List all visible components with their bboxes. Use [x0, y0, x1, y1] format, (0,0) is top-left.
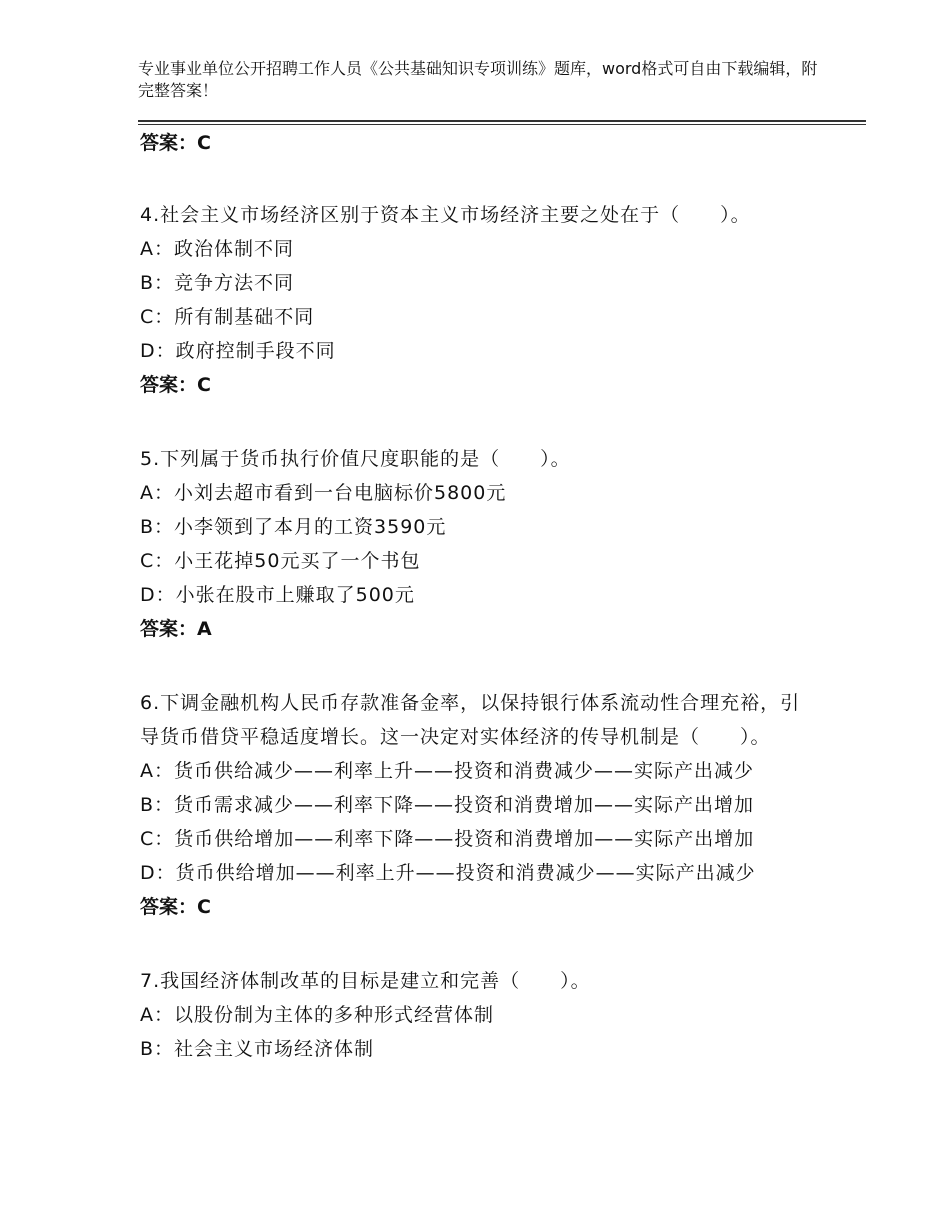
option-a: A：货币供给减少——利率上升——投资和消费减少——实际产出减少 — [140, 760, 754, 782]
option-b: B：小李领到了本月的工资3590元 — [140, 516, 447, 538]
question-6 — [140, 686, 820, 924]
option-c: C：所有制基础不同 — [140, 306, 315, 328]
question-4 — [140, 198, 820, 402]
option-c: C：小王花掉50元买了一个书包 — [140, 550, 421, 572]
option-d: D：政府控制手段不同 — [140, 340, 336, 362]
question-answer: 答案：A — [140, 618, 212, 640]
header-rule-thick — [138, 120, 866, 122]
header-rule-thin — [138, 124, 866, 125]
option-d: D：小张在股市上赚取了500元 — [140, 584, 415, 606]
question-7 — [140, 964, 820, 1066]
question-stem: 4.社会主义市场经济区别于资本主义市场经济主要之处在于（ ）。 — [140, 204, 751, 226]
option-b: B：社会主义市场经济体制 — [140, 1038, 375, 1060]
question-5 — [140, 442, 820, 646]
option-c: C：货币供给增加——利率下降——投资和消费增加——实际产出增加 — [140, 828, 755, 850]
question-stem: 6.下调金融机构人民币存款准备金率，以保持银行体系流动性合理充裕，引导货币借贷平稳适度增长。这一决定对实体经济的传导机制是（ ）。 — [140, 692, 801, 748]
option-a: A：以股份制为主体的多种形式经营体制 — [140, 1004, 494, 1026]
question-stem: 7.我国经济体制改革的目标是建立和完善（ ）。 — [140, 970, 591, 992]
question-stem: 5.下列属于货币执行价值尺度职能的是（ ）。 — [140, 448, 571, 470]
previous-answer: 答案：C — [140, 132, 211, 154]
option-a: A：政治体制不同 — [140, 238, 294, 260]
option-d: D：货币供给增加——利率上升——投资和消费减少——实际产出减少 — [140, 862, 756, 884]
question-content — [140, 128, 820, 1066]
question-answer: 答案：C — [140, 374, 211, 396]
option-a: A：小刘去超市看到一台电脑标价5800元 — [140, 482, 507, 504]
option-b: B：竞争方法不同 — [140, 272, 295, 294]
document-header: 专业事业单位公开招聘工作人员《公共基础知识专项训练》题库，word格式可自由下载编辑，附完整答案！ — [138, 59, 818, 100]
question-answer: 答案：C — [140, 896, 211, 918]
option-b: B：货币需求减少——利率下降——投资和消费增加——实际产出增加 — [140, 794, 755, 816]
